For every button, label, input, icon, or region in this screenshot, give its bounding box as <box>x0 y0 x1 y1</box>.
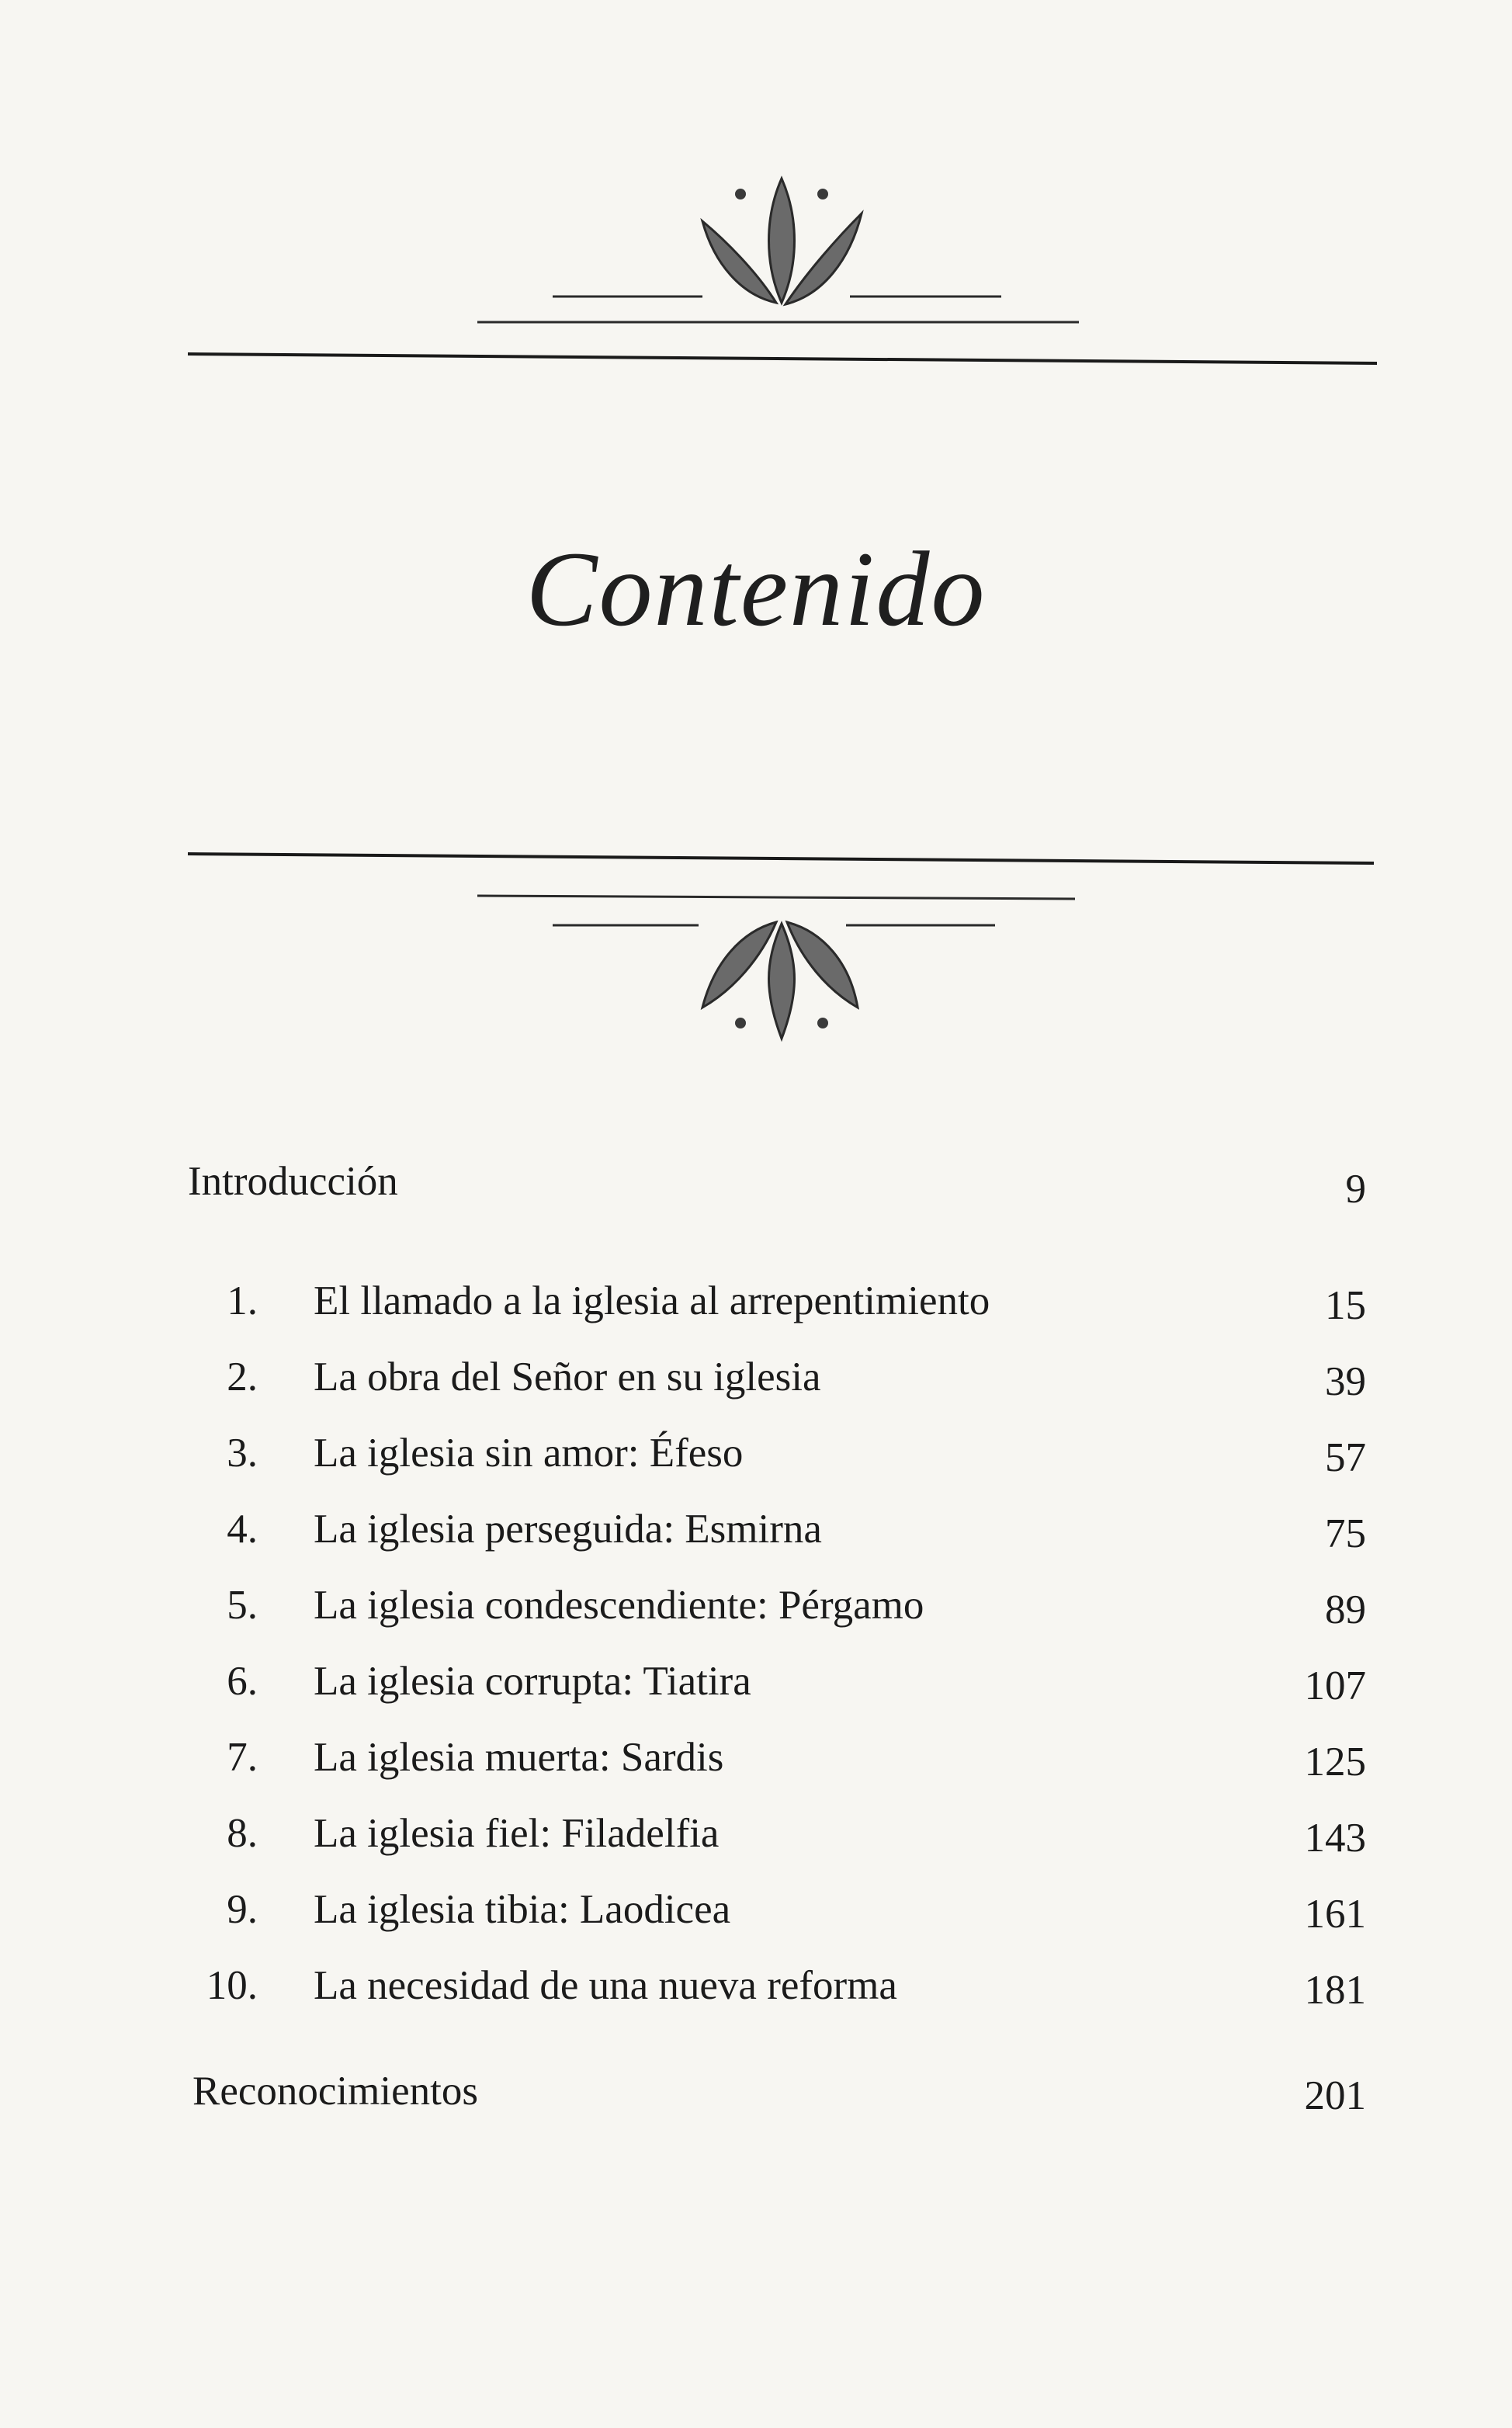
toc-page-number: 39 <box>1325 1359 1366 1404</box>
chapter-number: 1. <box>227 1278 258 1323</box>
toc-page-number: 201 <box>1304 2073 1366 2118</box>
toc-page-number: 107 <box>1304 1663 1366 1708</box>
toc-page-number: 181 <box>1304 1968 1366 2013</box>
toc-page-number: 57 <box>1325 1435 1366 1480</box>
toc-row-chapter-3[interactable] <box>0 1422 1512 1484</box>
toc-row-chapter-4[interactable] <box>0 1498 1512 1560</box>
chapter-number: 4. <box>227 1507 258 1552</box>
toc-row-chapter-9[interactable] <box>0 1878 1512 1941</box>
toc-row-chapter-1[interactable] <box>0 1270 1512 1332</box>
toc-row-acknowledgments[interactable] <box>0 2060 1512 2122</box>
toc-label: Reconocimientos <box>192 2069 478 2114</box>
lotus-ornament-icon <box>0 163 1512 380</box>
chapter-number: 6. <box>227 1659 258 1704</box>
toc-row-chapter-7[interactable] <box>0 1726 1512 1788</box>
chapter-number: 5. <box>227 1583 258 1628</box>
toc-row-chapter-5[interactable] <box>0 1574 1512 1636</box>
bottom-ornament <box>0 838 1512 1056</box>
toc-page-number: 9 <box>1345 1167 1366 1212</box>
chapter-number: 10. <box>206 1963 258 2008</box>
toc-row-chapter-2[interactable] <box>0 1346 1512 1408</box>
lotus-ornament-inverted-icon <box>0 838 1512 1056</box>
page-title: Contenido <box>525 529 987 648</box>
toc-page-number: 143 <box>1304 1816 1366 1861</box>
chapter-number: 8. <box>227 1811 258 1856</box>
toc-label: Introducción <box>188 1159 398 1204</box>
chapter-title: La obra del Señor en su iglesia <box>314 1354 821 1400</box>
chapter-title: La iglesia muerta: Sardis <box>314 1735 724 1780</box>
toc-page-number: 125 <box>1304 1739 1366 1785</box>
chapter-number: 2. <box>227 1354 258 1400</box>
chapter-title: El llamado a la iglesia al arrepentimiento <box>314 1278 990 1323</box>
chapter-title: La iglesia sin amor: Éfeso <box>314 1431 744 1476</box>
toc-page-number: 89 <box>1325 1587 1366 1632</box>
toc-page-number: 15 <box>1325 1283 1366 1328</box>
chapter-title: La iglesia corrupta: Tiatira <box>314 1659 751 1704</box>
toc-page-number: 161 <box>1304 1892 1366 1937</box>
toc-page-number: 75 <box>1325 1511 1366 1556</box>
toc-row-chapter-10[interactable] <box>0 1955 1512 2017</box>
chapter-number: 9. <box>227 1887 258 1932</box>
chapter-title: La iglesia condescendiente: Pérgamo <box>314 1583 924 1628</box>
chapter-title: La iglesia tibia: Laodicea <box>314 1887 731 1932</box>
top-ornament <box>0 163 1512 380</box>
toc-row-chapter-8[interactable] <box>0 1802 1512 1864</box>
chapter-title: La iglesia perseguida: Esmirna <box>314 1507 822 1552</box>
toc-row-introduction[interactable] <box>0 1150 1512 1212</box>
chapter-title: La iglesia fiel: Filadelfia <box>314 1811 720 1856</box>
chapter-title: La necesidad de una nueva reforma <box>314 1963 897 2008</box>
chapter-number: 3. <box>227 1431 258 1476</box>
chapter-number: 7. <box>227 1735 258 1780</box>
toc-row-chapter-6[interactable] <box>0 1650 1512 1712</box>
